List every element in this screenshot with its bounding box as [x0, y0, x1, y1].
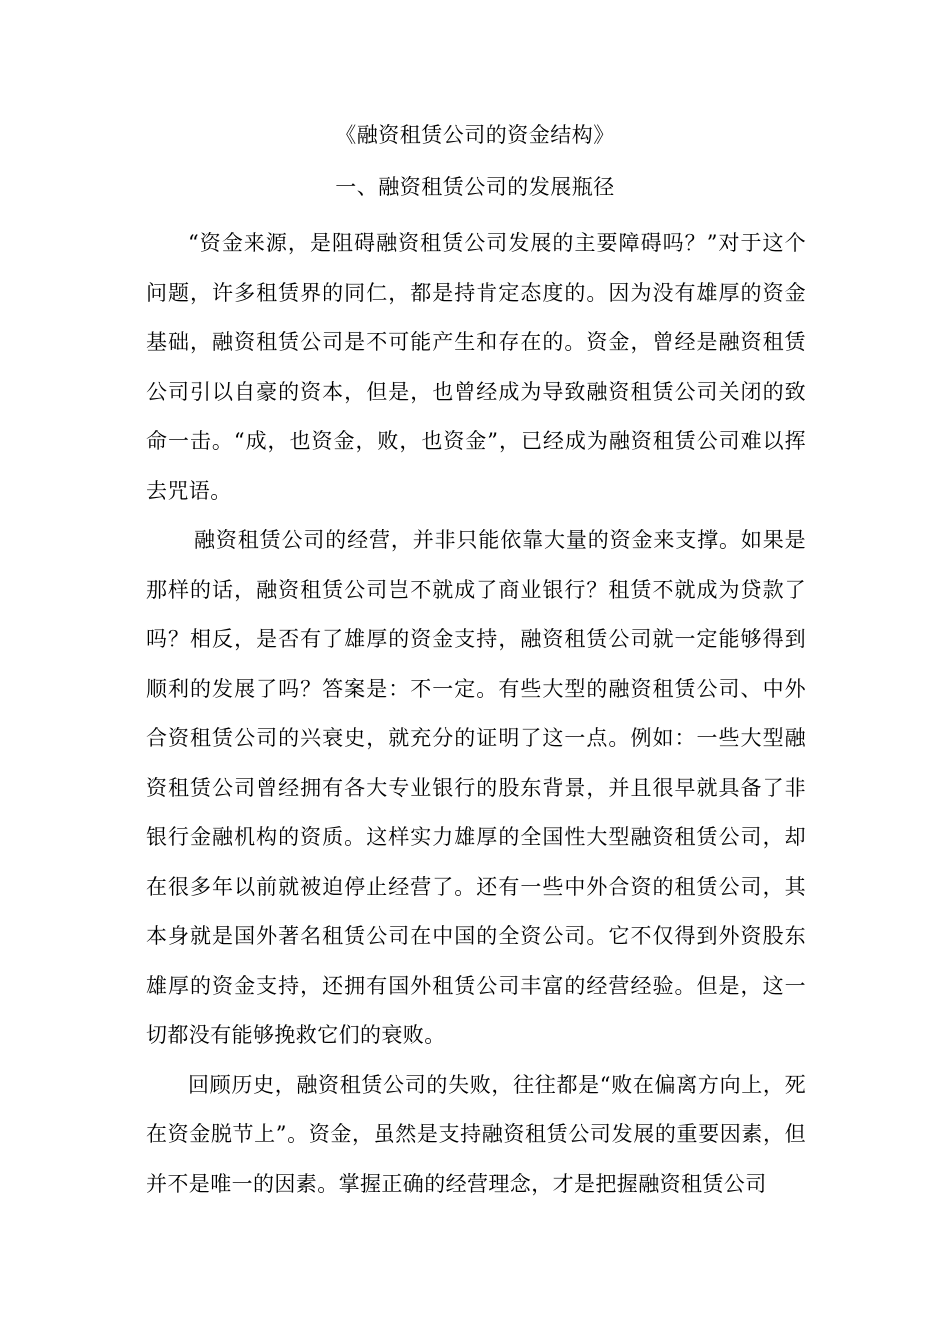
- document-body: [146, 219, 806, 1209]
- section-heading: 一、融资租赁公司的发展瓶径: [335, 175, 615, 199]
- paragraph-2: 融资租赁公司的经营，并非只能依靠大量的资金来支撑。如果是那样的话，融资租赁公司岂不就成了商业银行？租赁不就成为贷款了吗？相反，是否有了雄厚的资金支持，融资租赁公司就一定能够得到顺利的发展了吗？答案是：不一定。有些大型的融资租赁公司、中外合资租赁公司的兴衰史，就充分的证明了这一点。例如：一些大型融资租赁公司曾经拥有各大专业银行的股东背景，并且很早就具备了非银行金融机构的资质。这样实力雄厚的全国性大型融资租赁公司，却在很多年以前就被迫停止经营了。还有一些中外合资的租赁公司，其本身就是国外著名租赁公司在中国的全资公司。它不仅得到外资股东雄厚的资金支持，还拥有国外租赁公司丰富的经营经验。但是，这一切都没有能够挽救它们的衰败。: [146, 528, 806, 1047]
- document-title: 《融资租赁公司的资金结构》: [335, 123, 615, 147]
- paragraph-3: 回顾历史，融资租赁公司的失败，往往都是“败在偏离方向上，死在资金脱节上”。资金，虽然是支持融资租赁公司发展的重要因素，但并不是唯一的因素。掌握正确的经营理念，才是把握融资租赁公司: [146, 1072, 806, 1196]
- paragraph-1: “资金来源，是阻碍融资租赁公司发展的主要障碍吗？”对于这个问题，许多租赁界的同仁，都是持肯定态度的。因为没有雄厚的资金基础，融资租赁公司是不可能产生和存在的。资金，曾经是融资租赁公司引以自豪的资本，但是，也曾经成为导致融资租赁公司关闭的致命一击。“成，也资金，败，也资金”，已经成为融资租赁公司难以挥去咒语。: [146, 231, 806, 503]
